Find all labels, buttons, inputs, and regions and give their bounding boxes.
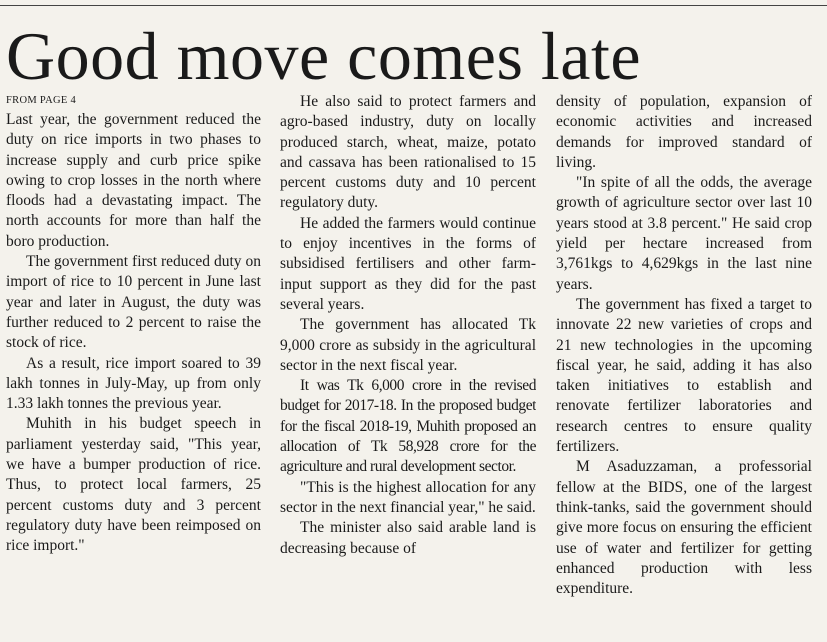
paragraph: The government has fixed a target to innovate 22 new varieties of crops and 21 new technologies in the upcoming fiscal year, he said, adding it has also taken initiatives to establish and renovate fertilizer laboratories and research centres to ensure quality fertilizers. [556,295,812,456]
continuation-kicker: FROM PAGE 4 [6,95,77,106]
article-column-3 [556,92,812,642]
paragraph: density of population, expansion of economic activities and increased demands for improved standard of living. [556,93,812,171]
headline: Good move comes late [6,18,642,94]
paragraph: Muhith in his budget speech in parliament yesterday said, "This year, we have a bumper production of rice. Thus, to protect local farmers, 25 percent customs duty and 3 percent regulatory duty have been reimposed on rice import." [6,415,261,555]
paragraph: Last year, the government reduced the duty on rice imports in two phases to increase supply and curb price spike owing to crop losses in the north where floods had a devastating impact. The north accounts for more than half the boro production. [6,111,261,250]
paragraph: As a result, rice import soared to 39 lakh tonnes in July-May, up from only 1.33 lakh tonnes the previous year. [6,354,261,413]
paragraph: M Asaduzzaman, a professorial fellow at the BIDS, one of the largest think-tanks, said the government should give more focus on ensuring the efficient use of water and fertilizer for getting enhanced production with less expenditure. [556,458,812,598]
paragraph: The government first reduced duty on import of rice to 10 percent in June last year and later in August, the duty was further reduced to 2 percent to raise the stock of rice. [6,253,261,352]
paragraph: "In spite of all the odds, the average growth of agriculture sector over last 10 years stood at 3.8 percent." He said crop yield per hectare increased from 3,761kgs to 4,629kgs in the last nine years. [556,174,812,293]
paragraph: The minister also said arable land is decreasing because of [280,519,536,557]
paragraph: It was Tk 6,000 crore in the revised budget for 2017-18. In the proposed budget for the fiscal 2018-19, Muhith proposed an allocation of Tk 58,928 crore for the agriculture and rural development sector. [280,377,536,476]
paragraph: He added the farmers would continue to enjoy incentives in the forms of subsidised fertilisers and other farm-input support as they did for the past several years. [280,214,536,313]
paragraph: "This is the highest allocation for any sector in the next financial year," he said. [280,478,536,516]
paragraph: He also said to protect farmers and agro-based industry, duty on locally produced starch, wheat, maize, potato and cassava has been rationalised to 15 percent customs duty and 10 percent regulatory duty. [280,93,536,212]
article-column-2 [280,92,536,642]
paragraph: The government has allocated Tk 9,000 crore as subsidy in the agricultural sector in the next fiscal year. [280,316,536,374]
top-rule [0,5,827,6]
article-column-1 [6,92,261,642]
